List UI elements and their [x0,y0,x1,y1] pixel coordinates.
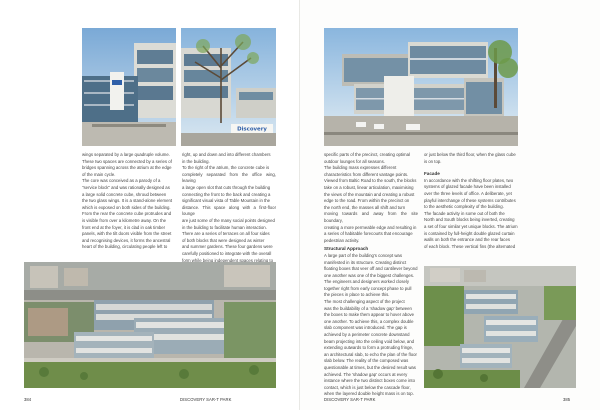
section-heading-facade: Facade [424,171,440,177]
text-line: extending outwards to form a protruding fringe, [324,345,414,351]
text-line: "service block" and was rationally designed as [82,184,170,190]
text-line: Viewed from Baltic Road to the south, the blocks [324,178,417,184]
text-line: an architectural slab, to echo the plan of the floor [324,351,417,357]
text-line: outdoor lounges for all seasons. [324,158,385,164]
text-line: distance. This space along with a first-floor lounge [182,204,276,217]
text-line: the two glass wings. It is a stand-alone element [82,198,173,204]
text-line: specific parts of the precinct, creating optimal [324,152,410,157]
text-line: creating a more permeable edge and resulting in [324,224,417,230]
text-line: achieved. The 'shadow gap' occurs at every [324,371,408,377]
text-line: characteristics from different vantage points. [324,171,409,177]
text-line: manifested in its structure. Creating distinct [324,259,407,265]
left-text-column-2 [182,152,276,263]
running-footer-left: DISCOVERY SAR-T PARK [180,397,232,402]
text-line: the boxes to make them appear to hover above [324,312,415,318]
text-line: when the layered double height mass is on top. [324,391,414,397]
text-line: The engineers and designers worked closely [324,279,410,285]
text-line: questionable at times, but the desired result was [324,365,416,370]
text-line: pedestrian activity. [324,237,360,243]
text-line: a large open slot that cuts through the building [182,184,271,190]
right-page [300,0,600,410]
text-line: are just some of the many social points designed [182,217,275,223]
text-line: one another. To achieve this, a complex double [324,318,414,324]
corner-glass-building-photo [324,28,518,146]
text-line: completely separated from the office wing, leaving [182,171,276,184]
text-line: which is exposed on both sides of the building. [82,204,171,210]
text-line: bridges spanning across the atrium at the edge [82,165,172,171]
text-line: one another was one of the biggest challenges. [324,272,415,278]
text-line: achieved by a perimeter concrete downstand [324,332,410,338]
text-line: form while being independent spaces relating to [182,257,274,263]
text-line: There are a series of terraces on all four sides [182,231,270,237]
text-line: front end at the foyer, it is clad in oak timber [82,224,166,230]
text-line: a set of four similar yet unique blocks. The atrium [424,223,518,229]
text-line: of the main cycle. [82,171,116,177]
text-line: The core was conceived as a parody of a [82,178,161,184]
text-line: connecting the front to the back and creating a [182,191,271,197]
text-line: slab component was introduced. The gap is [324,325,407,331]
text-line: and summer gardens. These four gardens were [182,244,273,250]
text-line: and recognising devices, it forms the ancestral [82,237,171,243]
text-line: is contained by full-height double glazed curtain [424,230,515,236]
text-line: the views of the mountain and creating a robust [324,191,415,197]
text-line: a series of habitable forecourts that encourage [324,231,413,237]
text-line: in the building. [182,158,210,164]
text-line: In accordance with the shifting floor plates, two [424,177,514,183]
text-line: the pieces in place to achieve this. [324,292,390,298]
text-line: a large solid concrete cube, shroud between [82,191,167,197]
text-line: instance where the two distinct boxes come into [324,378,415,384]
text-line: moving towards and away from the site boundary, [324,211,418,223]
section-heading-structural: Structural Approach [324,246,369,252]
text-line: From the rear the concrete cube protrudes and [82,211,172,217]
building-entrance-photo [82,28,176,146]
aerial-blocks-photo [424,266,576,388]
page-number-left: 384 [24,397,32,402]
text-line: right, up and down and into different chambers [182,152,271,157]
text-line: floating boxes that veer off and cantilever beyond [324,266,418,272]
text-line: The facade activity in some out of both the [424,210,505,216]
text-line: The most challenging aspect of the project [324,299,405,305]
text-line: of both blocks that were designed as winter [182,237,265,243]
text-line: in the building to facilitate human interaction. [182,224,267,230]
text-line: contact, which is just below the cascade floor, [324,384,411,390]
text-line: To the right of the atrium, the concrete cube is [182,165,270,171]
text-line: over the three levels of office. A deliberate, yet [424,190,512,196]
text-line: carefully positioned to integrate with the overall [182,250,272,256]
text-line: These two spaces are connected by a series of [82,158,172,164]
text-line: or just below the third floor, when the glass cube [424,152,516,157]
right-text-column-1 [324,152,418,397]
text-line: the north end, the masses all shift and turn [324,204,406,210]
right-text-column-2 [424,152,518,264]
aerial-campus-photo [24,262,276,388]
text-line: slab below. The reality of the composed was [324,358,409,364]
text-line: systems of glazed facade have been installed [424,184,511,190]
text-line: playful interchange of these systems contributes [424,197,516,203]
text-line: beam projecting into the ceiling void below, and [324,338,415,344]
text-line: wings separated by a large quadruple volume. [82,152,170,157]
text-line: North and South blocks being inverted, creating [424,217,515,223]
text-line: was the buildability of a 'shadow gap' between [324,305,412,311]
text-line: of each block. These vertical fins (the alternated [424,243,516,249]
left-text-column-1 [82,152,176,252]
running-footer-right: DISCOVERY SAR-T PARK [324,397,376,402]
text-line: to the aesthetic complexity of the building. [424,204,504,210]
discovery-sign: Discovery [237,126,267,133]
text-line: is visible from over a kilometre away. On the [82,217,166,223]
text-line: panels, with the tilt doors visible from the street [82,231,172,237]
text-line: walls on both the entrance and the rear faces [424,237,510,243]
text-line: edge to the road. From within the precinct on [324,198,410,204]
text-line: take on a robust, linear articulation, maximising [324,184,414,190]
text-line: together right from early concept phase to pull [324,285,412,291]
text-line: heart of the building, circulating people left to [82,244,168,250]
tree-facade-discovery-photo [181,28,276,146]
page-number-right: 385 [563,397,571,402]
text-line: A large part of the building's concept was [324,252,402,258]
text-line: is on top. [424,158,442,164]
text-line: significant visual vista of Table Mountain in the [182,198,271,204]
text-line: The building mass expresses different [324,165,397,171]
